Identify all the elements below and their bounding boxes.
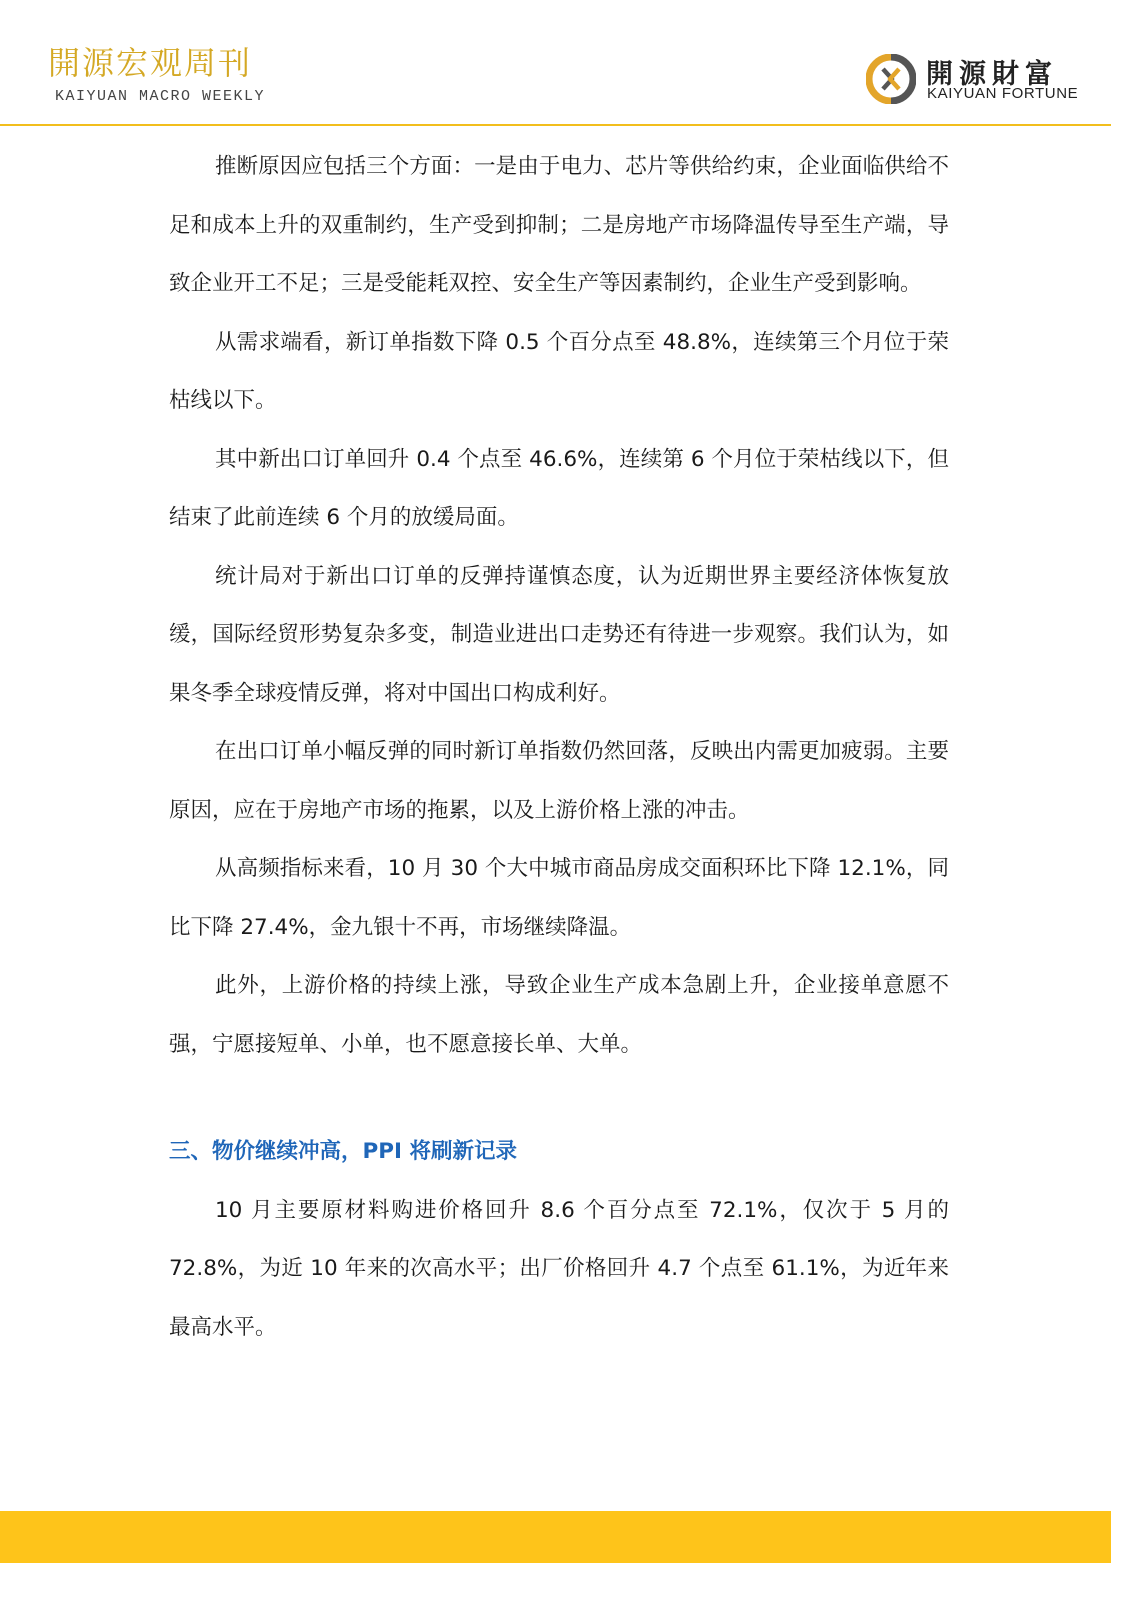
footer-bar: [0, 1511, 1111, 1563]
logo-name-en: KAIYUAN FORTUNE: [927, 85, 1079, 102]
paragraph: 在出口订单小幅反弹的同时新订单指数仍然回落，反映出内需更加疲弱。主要原因，应在于房地产市场的拖累，以及上游价格上涨的冲击。: [169, 739, 949, 823]
paragraph: 推断原因应包括三个方面：一是由于电力、芯片等供给约束，企业面临供给不足和成本上升的双重制约，生产受到抑制；二是房地产市场降温传导至生产端，导致企业开工不足；三是受能耗双控、安全生产等因素制约，企业生产受到影响。: [169, 154, 949, 296]
kaiyuan-logo-icon: [866, 54, 916, 104]
header-divider: [0, 124, 1111, 126]
logo-name-cn: 開源財富: [926, 59, 1058, 90]
paragraph: 其中新出口订单回升 0.4 个点至 46.6%，连续第 6 个月位于荣枯线以下，但结束了此前连续 6 个月的放缓局面。: [169, 446, 949, 530]
paragraph: 从需求端看，新订单指数下降 0.5 个百分点至 48.8%，连续第三个月位于荣枯线以下。: [169, 329, 949, 413]
paragraph: 从高频指标来看，10 月 30 个大中城市商品房成交面积环比下降 12.1%，同比下降 27.4%，金九银十不再，市场继续降温。: [169, 856, 949, 940]
article-body: [169, 138, 949, 1357]
paragraph: 此外，上游价格的持续上涨，导致企业生产成本急剧上升，企业接单意愿不强，宁愿接短单、小单，也不愿意接长单、大单。: [169, 973, 949, 1057]
section-spacer: [169, 1074, 949, 1123]
publication-title: 開源宏观周刊: [48, 44, 253, 82]
kaiyuan-logo: [866, 52, 1106, 104]
page-header: [0, 0, 1131, 126]
publication-subtitle: KAIYUAN MACRO WEEKLY: [55, 88, 266, 105]
paragraph: 统计局对于新出口订单的反弹持谨慎态度，认为近期世界主要经济体恢复放缓，国际经贸形势复杂多变，制造业进出口走势还有待进一步观察。我们认为，如果冬季全球疫情反弹，将对中国出口构成利好。: [169, 563, 949, 706]
paragraph: 10 月主要原材料购进价格回升 8.6 个百分点至 72.1%，仅次于 5 月的 72.8%，为近 10 年来的次高水平；出厂价格回升 4.7 个点至 61.1%，为近年来最高水平。: [169, 1197, 949, 1340]
section-heading: 三、物价继续冲高，PPI 将刷新记录: [169, 1139, 518, 1164]
